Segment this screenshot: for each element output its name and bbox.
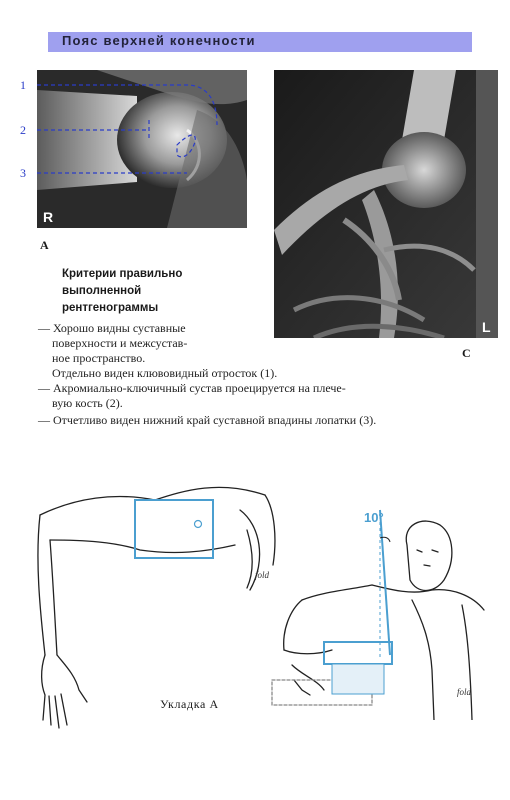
positioning-frame-right <box>324 642 392 664</box>
criteria-item-3: — Отчетливо виден нижний край суставной впадины лопатки (3). <box>38 413 377 427</box>
beam-line <box>380 510 390 655</box>
criteria-item-2-line-2: вую кость (2). <box>52 396 123 410</box>
angle-label: 10° <box>364 510 384 525</box>
patient-drawing <box>262 490 487 720</box>
criteria-item-1-line-3: ное пространство. <box>52 351 146 365</box>
xray-a-marker: R <box>43 209 54 225</box>
figure-c-label: C <box>462 346 471 360</box>
criteria-title-line: рентгенограммы <box>62 302 159 314</box>
figure-a-label: A <box>40 238 49 252</box>
criteria-title-line: выполненной <box>62 285 142 297</box>
positioning-frame-left <box>135 500 213 558</box>
criteria-item-2-line-1: — Акромиально-ключичный сустав проецируется на плече- <box>38 381 346 395</box>
positioning-drawing-right <box>262 490 487 725</box>
cassette-stand <box>332 664 384 694</box>
figure-caption: Укладка А <box>160 697 219 711</box>
criteria-item-1-line-1: — Хорошо видны суставные <box>38 321 186 335</box>
center-point-left <box>195 521 202 528</box>
criteria-title-line: Критерии правильно <box>62 268 183 280</box>
svg-text:fold: fold <box>457 687 472 697</box>
svg-text:fold: fold <box>255 570 270 580</box>
xray-image-a <box>37 70 247 228</box>
line-label-3: 3 <box>20 166 26 180</box>
xray-a-graphic <box>37 70 247 228</box>
xray-c-graphic <box>274 70 498 338</box>
arm-drawing <box>35 470 280 740</box>
xray-image-c <box>274 70 498 338</box>
section-header <box>48 32 472 52</box>
section-title: Пояс верхней конечности <box>62 33 256 48</box>
positioning-drawing-left <box>35 470 280 745</box>
criteria-heading <box>62 266 252 317</box>
xray-c-marker: L <box>482 319 491 335</box>
line-label-1: 1 <box>20 78 26 92</box>
criteria-item-1-line-4: Отдельно виден клювовидный отросток (1). <box>52 366 278 380</box>
line-label-2: 2 <box>20 123 26 137</box>
criteria-item-1-line-2: поверхности и межсустав- <box>52 336 188 350</box>
